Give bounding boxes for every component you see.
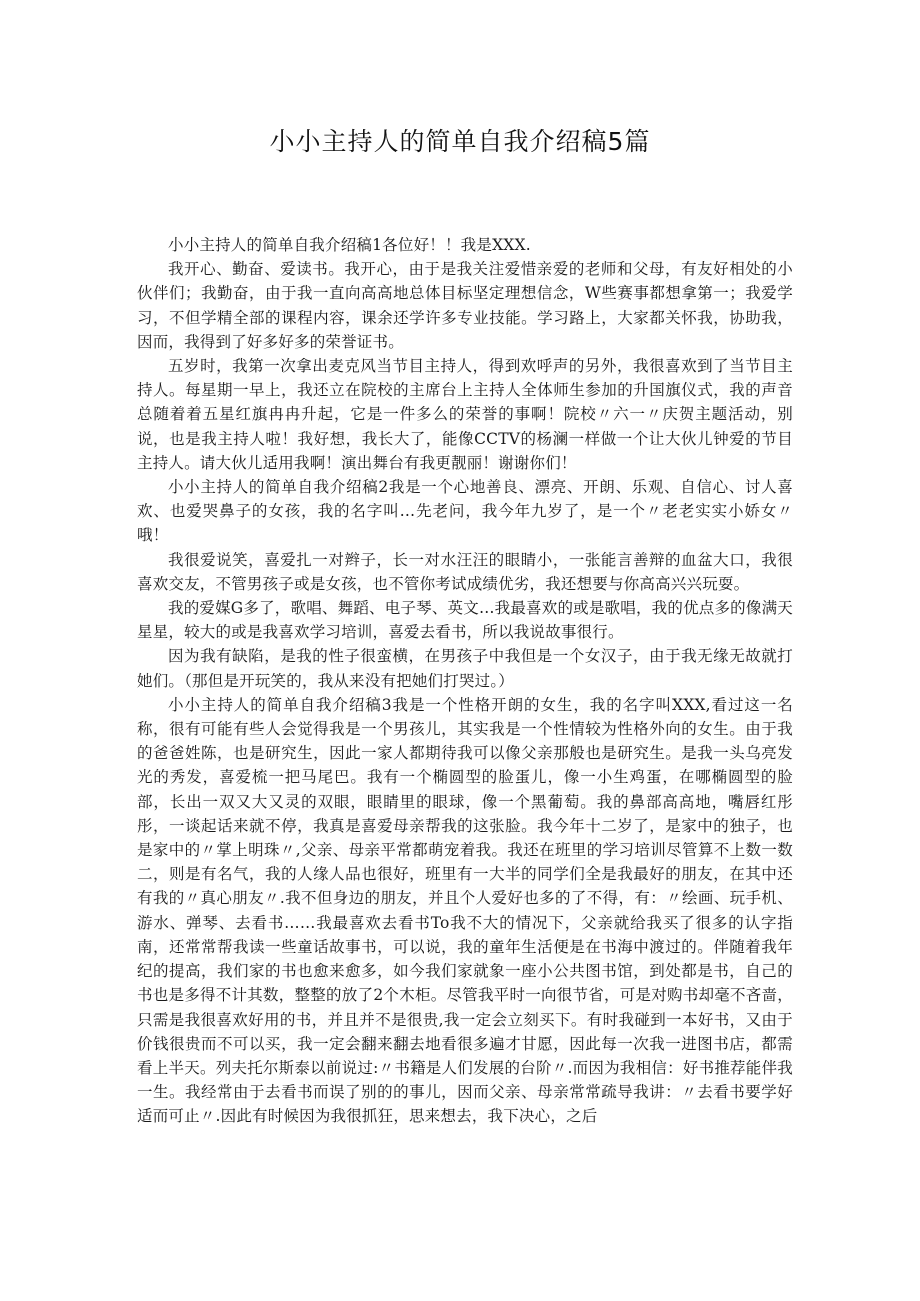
paragraph: 小小主持人的简单自我介绍稿1各位好！！我是XXX. xyxy=(168,236,531,254)
paragraph: 小小主持人的简单自我介绍稿2我是一个心地善良、漂亮、开朗、乐观、自信心、讨人喜欢、也爱哭鼻子的女孩，我的名字叫…先老问，我今年九岁了，是一个〃老老实实小娇女〃哦！ xyxy=(137,478,793,545)
paragraph: 因为我有缺陷，是我的性子很蛮横，在男孩子中我但是一个女汉子，由于我无缘无故就打她们。（那但是开玩笑的，我从来没有把她们打哭过。） xyxy=(137,647,793,690)
document-body xyxy=(137,233,793,1129)
paragraph: 我的爱媒G多了，歌唱、舞蹈、电子琴、英文…我最喜欢的或是歌唱，我的优点多的像满天星星，较大的或是我喜欢学习培训，喜爱去看书，所以我说故事很行。 xyxy=(137,599,793,642)
document-title: 小小主持人的简单自我介绍稿5篇 xyxy=(269,127,651,156)
paragraph: 五岁时，我第一次拿出麦克风当节目主持人，得到欢呼声的另外，我很喜欢到了当节目主持人。每星期一早上，我还立在院校的主席台上主持人全体师生参加的升国旗仪式，我的声音总随着着五星红旗冉冉升起，它是一件多么的荣誉的事啊！院校〃六一〃庆贺主题活动，别说，也是我主持人啦！我好想，我长大了，能像CCTV的杨澜一样做一个让大伙儿钟爱的节目主持人。请大伙儿适用我啊！演出舞台有我更靓丽！谢谢你们！ xyxy=(137,357,793,472)
paragraph: 我开心、勤奋、爱读书。我开心，由于是我关注爱惜亲爱的老师和父母，有友好相处的小伙伴们；我勤奋，由于我一直向高高地总体目标坚定理想信念，W些赛事都想拿第一；我爱学习，不但学精全部的课程内容，课余还学许多专业技能。学习路上，大家都关怀我，协助我，因而，我得到了好多好多的荣誉证书。 xyxy=(137,260,793,351)
paragraph: 我很爱说笑，喜爱扎一对辫子，长一对水汪汪的眼睛小，一张能言善辩的血盆大口，我很喜欢交友，不管男孩子或是女孩，也不管你考试成绩优劣，我还想要与你高高兴兴玩耍。 xyxy=(137,550,793,593)
paragraph: 小小主持人的简单自我介绍稿3我是一个性格开朗的女生，我的名字叫XXX,看过这一名称，很有可能有些人会觉得我是一个男孩儿，其实我是一个性情较为性格外向的女生。由于我的爸爸姓陈，也是研究生，因此一家人都期待我可以像父亲那般也是研究生。是我一头乌亮发光的秀发，喜爱梳一把马尾巴。我有一个椭圆型的脸蛋儿，像一小生鸡蛋，在哪椭圆型的脸部，长出一双又大又灵的双眼，眼睛里的眼球，像一个黑葡萄。我的鼻部高高地，嘴唇红彤彤，一谈起话来就不停，我真是喜爱母亲帮我的这张脸。我今年十二岁了，是家中的独子，也是家中的〃掌上明珠〃,父亲、母亲平常都萌宠着我。我还在班里的学习培训尽管算不上数一数二，则是有名气，我的人缘人品也很好，班里有一大半的同学们全是我最好的朋友，在其中还有我的〃真心朋友〃.我不但身边的朋友，并且个人爱好也多的了不得，有：〃绘画、玩手机、游水、弹琴、去看书……我最喜欢去看书To我不大的情况下，父亲就给我买了很多的认字指南，还常常帮我读一些童话故事书，可以说，我的童年生活便是在书海中渡过的。伴随着我年纪的提高，我们家的书也愈来愈多，如今我们家就象一座小公共图书馆，到处都是书，自己的书也是多得不计其数，整整的放了2个木柜。尽管我平时一向很节省，可是对购书却毫不吝啬，只需是我很喜欢好用的书，并且并不是很贵,我一定会立刻买下。有时我碰到一本好书，又由于价钱很贵而不可以买，我一定会翻来翻去地看很多遍才甘愿，因此每一次我一进图书店，都需看上半天。列夫托尔斯泰以前说过:〃书籍是人们发展的台阶〃.而因为我相信：好书推荐能伴我一生。我经常由于去看书而误了别的的事儿，因而父亲、母亲常常疏导我讲：〃去看书要学好适而可止〃.因此有时候因为我很抓狂，思来想去，我下决心，之后 xyxy=(137,695,793,1126)
